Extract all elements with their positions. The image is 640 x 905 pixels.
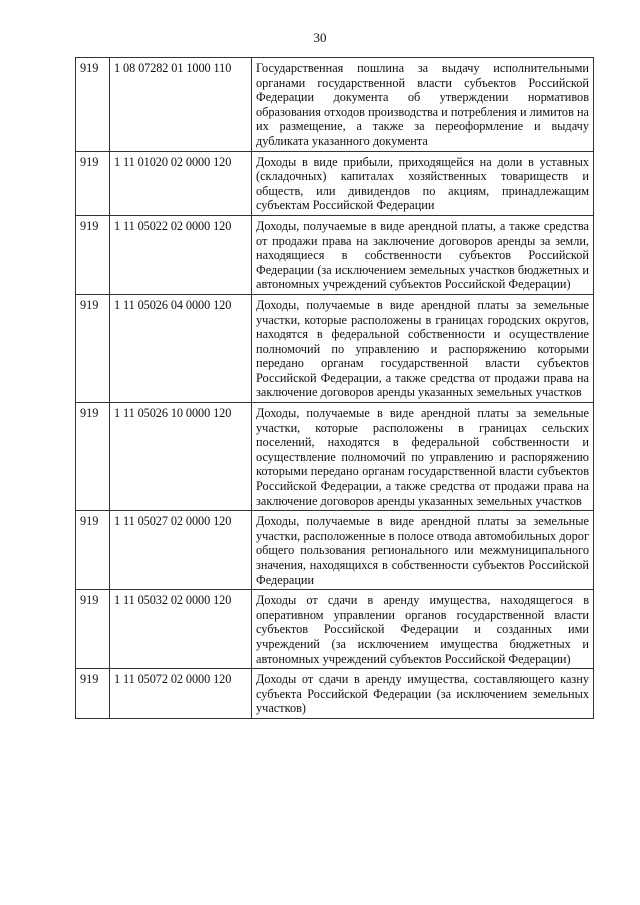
table-row — [76, 669, 594, 719]
table-row — [76, 590, 594, 669]
admin-code-cell: 919 — [76, 590, 110, 669]
admin-code-cell: 919 — [76, 294, 110, 402]
budget-code-cell: 1 08 07282 01 1000 110 — [110, 58, 252, 152]
description-cell: Доходы от сдачи в аренду имущества, находящегося в оперативном управлении органов государственной власти субъектов Российской Федерации и созданных ими учреждений (за исключением имущества бюджетных и автономных учреждений субъектов Российской Федерации) — [252, 590, 594, 669]
table-row — [76, 294, 594, 402]
page-number: 30 — [313, 30, 327, 45]
description-cell: Доходы, получаемые в виде арендной платы за земельные участки, которые расположены в границах сельских поселений, находятся в федеральной собственности и осуществление полномочий по управлению и распоряжению которыми передано органам государственной власти субъектов Российской Федерации, а также средства от продажи права на заключение договоров аренды указанных земельных участков — [252, 403, 594, 511]
description-cell: Доходы, получаемые в виде арендной платы за земельные участки, которые расположены в границах городских округов, находятся в федеральной собственности и осуществление полномочий по управлению и распоряжению которыми передано органам государственной власти субъектов Российской Федерации, а также средства от продажи права на заключение договоров аренды указанных земельных участков — [252, 294, 594, 402]
description-cell: Доходы, получаемые в виде арендной платы, а также средства от продажи права на заключение договоров аренды за земли, находящиеся в собственности субъектов Российской Федерации (за исключением земельных участков бюджетных и автономных учреждений субъектов Российской Федерации) — [252, 215, 594, 294]
description-cell: Государственная пошлина за выдачу исполнительными органами государственной власти субъектов Российской Федерации документа об утверждении нормативов образования отходов производства и потребления и лимитов на их размещение, а также за переоформление и выдачу дубликата указанного документа — [252, 58, 594, 152]
admin-code-cell: 919 — [76, 511, 110, 590]
admin-code-cell: 919 — [76, 58, 110, 152]
budget-code-cell: 1 11 05032 02 0000 120 — [110, 590, 252, 669]
table-row — [76, 511, 594, 590]
description-cell: Доходы от сдачи в аренду имущества, составляющего казну субъекта Российской Федерации (за исключением земельных участков) — [252, 669, 594, 719]
budget-code-cell: 1 11 01020 02 0000 120 — [110, 151, 252, 215]
budget-code-cell: 1 11 05072 02 0000 120 — [110, 669, 252, 719]
admin-code-cell: 919 — [76, 669, 110, 719]
budget-code-cell: 1 11 05027 02 0000 120 — [110, 511, 252, 590]
table-row — [76, 151, 594, 215]
table-row — [76, 403, 594, 511]
budget-code-cell: 1 11 05022 02 0000 120 — [110, 215, 252, 294]
table-row — [76, 58, 594, 152]
table-row — [76, 215, 594, 294]
revenue-codes-table — [75, 57, 594, 719]
description-cell: Доходы в виде прибыли, приходящейся на доли в уставных (складочных) капиталах хозяйственных товариществ и обществ, или дивидендов по акциям, принадлежащим субъектам Российской Федерации — [252, 151, 594, 215]
table-body — [76, 58, 594, 719]
admin-code-cell: 919 — [76, 151, 110, 215]
budget-code-cell: 1 11 05026 04 0000 120 — [110, 294, 252, 402]
admin-code-cell: 919 — [76, 215, 110, 294]
budget-code-cell: 1 11 05026 10 0000 120 — [110, 403, 252, 511]
admin-code-cell: 919 — [76, 403, 110, 511]
description-cell: Доходы, получаемые в виде арендной платы за земельные участки, расположенные в полосе отвода автомобильных дорог общего пользования регионального или межмуниципального значения, находящихся в собственности субъектов Российской Федерации — [252, 511, 594, 590]
